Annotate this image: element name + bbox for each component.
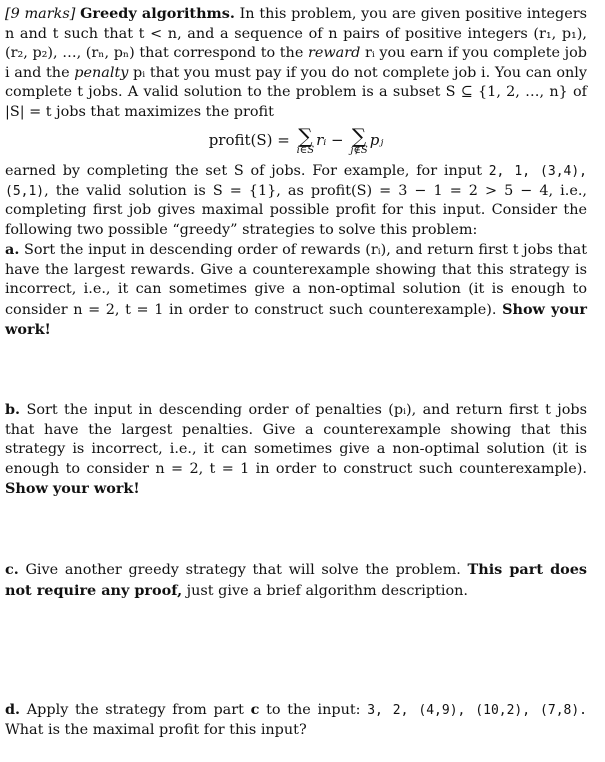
sum-subscript-2: j∉S <box>350 145 368 156</box>
sigma-symbol: ∑ <box>298 124 313 148</box>
part-d-text: Apply the strategy from part <box>20 702 251 718</box>
part-c-paragraph <box>5 560 587 601</box>
example-text-1: earned by completing the set S of jobs. For example, for input <box>5 163 489 179</box>
part-b-paragraph <box>5 400 587 500</box>
part-a-text: Sort the input in descending order of rewards (rᵢ), and return first t jobs that have the largest rewards. Give a counterexample showing that this strategy is incorrect, i.e., it can sometimes give a non-optimal solution (it is enough to consider n = 2, t = 1 in order to construct such counterexample). <box>5 242 587 318</box>
sum-reward <box>297 126 314 156</box>
formula-term-2: pⱼ <box>369 131 384 149</box>
sum-penalty <box>350 126 367 156</box>
intro-text-3: pᵢ that you must pay if you do not complete job i. You can only complete t jobs. A valid solution to the problem is a subset S ⊆ {1, 2, …, n} of |S| = t jobs that maximizes the profit <box>5 64 588 120</box>
formula-lhs: profit(S) = <box>208 131 295 149</box>
part-d-text-2: to the input: <box>259 702 368 718</box>
part-d-block <box>5 700 587 740</box>
part-b-block <box>5 400 587 500</box>
part-c-block <box>5 560 587 601</box>
part-b-label: b. <box>5 401 21 418</box>
sigma-symbol: ∑ <box>351 124 367 148</box>
reward-word: reward <box>307 45 361 61</box>
part-c-text: Give another greedy strategy that will solve the problem. <box>18 562 468 578</box>
sum-subscript-1: i∈S <box>296 145 315 156</box>
formula-term-1: rᵢ <box>316 131 327 149</box>
part-d-ref: c <box>250 701 260 718</box>
part-d-input: 3, 2, (4,9), (10,2), (7,8). <box>367 703 587 718</box>
part-d-text-3: What is the maximal profit for this input? <box>5 721 307 738</box>
problem-intro <box>5 4 587 341</box>
example-paragraph <box>5 162 587 240</box>
part-a-label: a. <box>5 241 20 258</box>
marks-label: [9 marks] <box>5 6 76 22</box>
intro-text-2: rᵢ you earn if you complete job i and the <box>5 45 587 81</box>
part-d-label: d. <box>5 701 21 718</box>
part-a-emphasis: Show your work! <box>5 300 587 338</box>
part-b-text: Sort the input in descending order of penalties (pᵢ), and return first t jobs that have the largest penalties. Give a counterexample showing that this strategy is incorrect, i.e., it can sometimes give a non-optimal solution (it is enough to consider n = 2, t = 1 in order to construct such counterexample). <box>5 402 587 477</box>
intro-paragraph <box>5 4 587 122</box>
profit-formula <box>5 126 587 156</box>
part-c-emphasis: This part does not require any proof, <box>5 561 587 599</box>
problem-title: Greedy algorithms. <box>80 5 235 22</box>
formula-minus: − <box>326 131 349 149</box>
part-c-text-2: just give a brief algorithm description. <box>182 582 469 599</box>
part-d-paragraph <box>5 700 587 740</box>
example-text-2: , the valid solution is S = {1}, as profit(S) = 3 − 1 = 2 > 5 − 4, i.e., completing first job gives maximal possible profit for this input. Consider the following two possible “greedy” strategies to solve this problem: <box>5 182 587 238</box>
part-a-paragraph <box>5 240 587 341</box>
part-c-label: c. <box>5 561 19 578</box>
intro-text-1: In this problem, you are given positive integers n and t such that t < n, and a sequence of n pairs of positive integers (r₁, p₁), (r₂, p₂), …, (rₙ, pₙ) that correspond to the <box>5 6 588 61</box>
example-input: 2, 1, (3,4), (5,1) <box>5 164 587 199</box>
part-b-emphasis: Show your work! <box>5 480 140 497</box>
penalty-word: penalty <box>74 64 129 81</box>
